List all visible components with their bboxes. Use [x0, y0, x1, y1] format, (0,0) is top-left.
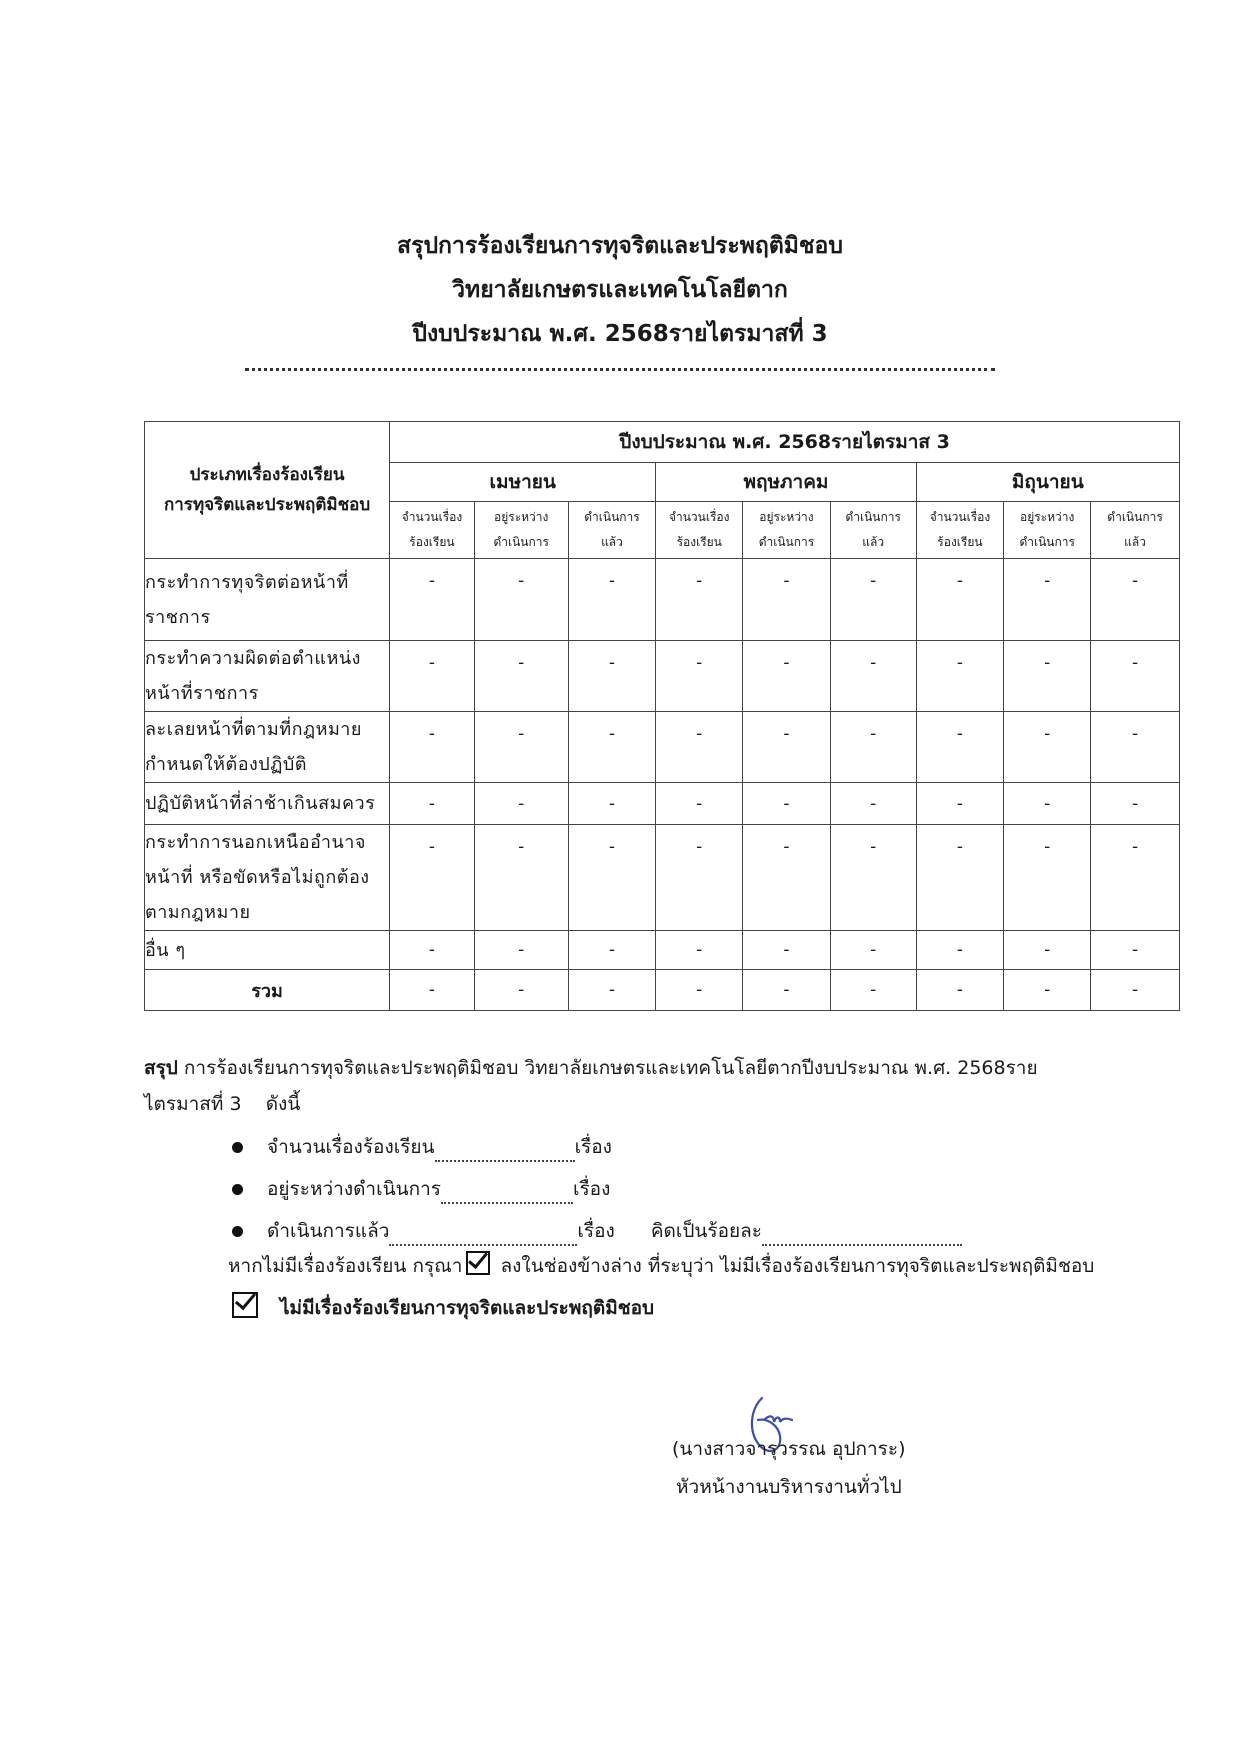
checked-checkbox-icon[interactable]	[232, 1292, 258, 1318]
table-row	[145, 825, 1180, 931]
table-cell: -	[916, 825, 1004, 931]
table-cell: -	[474, 825, 568, 931]
table-cell: -	[1091, 712, 1180, 783]
sub-header-completed	[568, 502, 656, 559]
table-cell: -	[743, 641, 831, 712]
summary-label: สรุป	[144, 1057, 178, 1079]
instruction-text-after: ลงในช่องข้างล่าง ที่ระบุว่า ไม่มีเรื่องร้องเรียนการทุจริตและประพฤติมิชอบ	[494, 1255, 1095, 1277]
table-cell: -	[1004, 559, 1091, 641]
summary-paragraph	[144, 1050, 1104, 1122]
sub-header-in-progress	[1004, 502, 1091, 559]
total-cell: -	[743, 970, 831, 1011]
sub-header-in-progress	[474, 502, 568, 559]
month-header-may: พฤษภาคม	[656, 463, 916, 502]
percent-label: คิดเป็นร้อยละ	[650, 1220, 763, 1242]
summary-line-2: ไตรมาสที่ 3 ดังนี้	[144, 1093, 301, 1115]
table-cell: -	[916, 712, 1004, 783]
table-cell: -	[916, 641, 1004, 712]
table-cell: -	[830, 559, 916, 641]
table-cell: -	[656, 559, 743, 641]
category-header	[145, 422, 390, 559]
table-cell: -	[390, 559, 475, 641]
table-cell: -	[916, 783, 1004, 825]
sub-header-line: ร้องเรียน	[409, 535, 455, 549]
row-label: อื่น ๆ	[145, 931, 390, 970]
table-cell: -	[830, 712, 916, 783]
sub-header-in-progress	[743, 502, 831, 559]
table-cell: -	[1091, 783, 1180, 825]
signatory-name: (นางสาวจารุวรรณ อุปการะ)	[672, 1438, 906, 1460]
table-cell: -	[1091, 641, 1180, 712]
table-cell: -	[474, 783, 568, 825]
bullet-dot-icon	[232, 1142, 243, 1153]
total-cell: -	[1091, 970, 1180, 1011]
table-row	[145, 559, 1180, 641]
row-label: ปฏิบัติหน้าที่ล่าช้าเกินสมควร	[145, 783, 390, 825]
unit-label: เรื่อง	[572, 1178, 611, 1200]
sub-header-completed	[1091, 502, 1180, 559]
table-cell: -	[1091, 931, 1180, 970]
bullet-dot-icon	[232, 1184, 243, 1195]
row-label: กระทำความผิดต่อตำแหน่งหน้าที่ราชการ	[145, 641, 390, 712]
sub-header-completed	[830, 502, 916, 559]
month-header-june: มิถุนายน	[916, 463, 1179, 502]
sub-header-line: แล้ว	[862, 535, 885, 549]
total-cell: -	[1004, 970, 1091, 1011]
sub-header-line: ร้องเรียน	[676, 535, 722, 549]
table-cell: -	[474, 931, 568, 970]
signatory-position: หัวหน้างานบริหารงานทั่วไป	[676, 1476, 902, 1498]
bullet-dot-icon	[232, 1226, 243, 1237]
table-row	[145, 712, 1180, 783]
sub-header-line: อยู่ระหว่าง	[759, 510, 814, 524]
blank-fill-line	[389, 1224, 577, 1246]
table-cell: -	[390, 825, 475, 931]
sub-header-line: อยู่ระหว่าง	[1020, 510, 1075, 524]
table-cell: -	[390, 641, 475, 712]
table-row-total	[145, 970, 1180, 1011]
row-label: ละเลยหน้าที่ตามที่กฎหมายกำหนดให้ต้องปฏิบัติ	[145, 712, 390, 783]
sub-header-line: ดำเนินการ	[493, 535, 549, 549]
table-cell: -	[568, 931, 656, 970]
summary-text-1: การร้องเรียนการทุจริตและประพฤติมิชอบ วิทยาลัยเกษตรและเทคโนโลยีตากปีงบประมาณ พ.ศ. 2568ราย	[177, 1057, 1038, 1079]
row-label: กระทำการทุจริตต่อหน้าที่ราชการ	[145, 559, 390, 641]
summary-line-1	[144, 1050, 1104, 1086]
table-cell: -	[656, 783, 743, 825]
total-cell: -	[568, 970, 656, 1011]
sub-header-line: ดำเนินการ	[1019, 535, 1075, 549]
table-cell: -	[743, 931, 831, 970]
sub-header-line: จำนวนเรื่อง	[929, 510, 991, 524]
table-cell: -	[568, 712, 656, 783]
title-line-2: วิทยาลัยเกษตรและเทคโนโลยีตาก	[452, 277, 788, 303]
no-complaint-label: ไม่มีเรื่องร้องเรียนการทุจริตและประพฤติมิชอบ	[280, 1297, 655, 1319]
blank-fill-line	[435, 1140, 575, 1162]
row-label: กระทำการนอกเหนืออำนาจหน้าที่ หรือขัดหรือไม่ถูกต้องตามกฎหมาย	[145, 825, 390, 931]
total-cell: -	[830, 970, 916, 1011]
instruction-text-before: หากไม่มีเรื่องร้องเรียน กรุณา	[228, 1255, 463, 1277]
table-cell: -	[1004, 712, 1091, 783]
table-row	[145, 931, 1180, 970]
table-cell: -	[474, 712, 568, 783]
table-cell: -	[656, 641, 743, 712]
sub-header-line: ร้องเรียน	[937, 535, 983, 549]
table-row	[145, 783, 1180, 825]
percent-fill-line	[762, 1224, 962, 1246]
table-cell: -	[390, 783, 475, 825]
table-cell: -	[743, 712, 831, 783]
bullet-completed	[232, 1216, 962, 1246]
sub-header-line: ดำเนินการ	[584, 510, 640, 524]
sub-header-line: ดำเนินการ	[845, 510, 901, 524]
complaint-summary-table	[144, 421, 1180, 1011]
table-cell: -	[1004, 825, 1091, 931]
sub-header-complaints	[656, 502, 743, 559]
dotted-separator	[245, 368, 995, 371]
bullet-label: ดำเนินการแล้ว	[267, 1220, 390, 1242]
table-cell: -	[1004, 783, 1091, 825]
unit-label: เรื่อง	[574, 1136, 612, 1158]
table-cell: -	[390, 712, 475, 783]
category-header-line-2: การทุจริตและประพฤติมิชอบ	[163, 495, 371, 515]
total-cell: -	[390, 970, 475, 1011]
table-cell: -	[656, 931, 743, 970]
table-cell: -	[916, 559, 1004, 641]
table-cell: -	[830, 825, 916, 931]
sub-header-line: จำนวนเรื่อง	[668, 510, 730, 524]
blank-fill-line	[441, 1182, 573, 1204]
table-cell: -	[568, 783, 656, 825]
title-line-3: ปีงบประมาณ พ.ศ. 2568รายไตรมาสที่ 3	[412, 321, 828, 347]
sub-header-line: อยู่ระหว่าง	[494, 510, 549, 524]
total-cell: -	[656, 970, 743, 1011]
sub-header-line: ดำเนินการ	[1107, 510, 1163, 524]
sub-header-line: แล้ว	[1124, 535, 1146, 549]
table-cell: -	[743, 825, 831, 931]
table-cell: -	[830, 783, 916, 825]
table-cell: -	[474, 641, 568, 712]
category-header-line-1: ประเภทเรื่องร้องเรียน	[189, 465, 345, 485]
sub-header-line: แล้ว	[601, 535, 623, 549]
table-cell: -	[1004, 931, 1091, 970]
table-cell: -	[1091, 825, 1180, 931]
table-row	[145, 641, 1180, 712]
table-cell: -	[916, 931, 1004, 970]
bullet-complaint-count	[232, 1132, 612, 1162]
table-cell: -	[1004, 641, 1091, 712]
table-cell: -	[568, 559, 656, 641]
sub-header-complaints	[390, 502, 475, 559]
table-cell: -	[390, 931, 475, 970]
unit-label: เรื่อง	[577, 1220, 615, 1242]
month-header-april: เมษายน	[390, 463, 656, 502]
total-label: รวม	[145, 970, 390, 1011]
table-cell: -	[656, 825, 743, 931]
title-line-1: สรุปการร้องเรียนการทุจริตและประพฤติมิชอบ	[397, 233, 843, 259]
bullet-in-progress	[232, 1174, 610, 1204]
checkbox-example-icon	[466, 1251, 490, 1275]
sub-header-line: จำนวนเรื่อง	[401, 510, 463, 524]
table-cell: -	[743, 783, 831, 825]
table-cell: -	[474, 559, 568, 641]
bullet-label: อยู่ระหว่างดำเนินการ	[267, 1178, 441, 1200]
table-cell: -	[568, 641, 656, 712]
table-cell: -	[830, 641, 916, 712]
sub-header-line: ดำเนินการ	[758, 535, 815, 549]
total-cell: -	[474, 970, 568, 1011]
table-cell: -	[1091, 559, 1180, 641]
table-cell: -	[656, 712, 743, 783]
total-cell: -	[916, 970, 1004, 1011]
fiscal-year-header: ปีงบประมาณ พ.ศ. 2568รายไตรมาส 3	[390, 422, 1180, 463]
bullet-label: จำนวนเรื่องร้องเรียน	[267, 1136, 435, 1158]
table-cell: -	[568, 825, 656, 931]
table-cell: -	[830, 931, 916, 970]
table-cell: -	[743, 559, 831, 641]
instruction-line	[228, 1248, 1188, 1284]
sub-header-complaints	[916, 502, 1004, 559]
no-complaint-option[interactable]	[232, 1292, 654, 1323]
